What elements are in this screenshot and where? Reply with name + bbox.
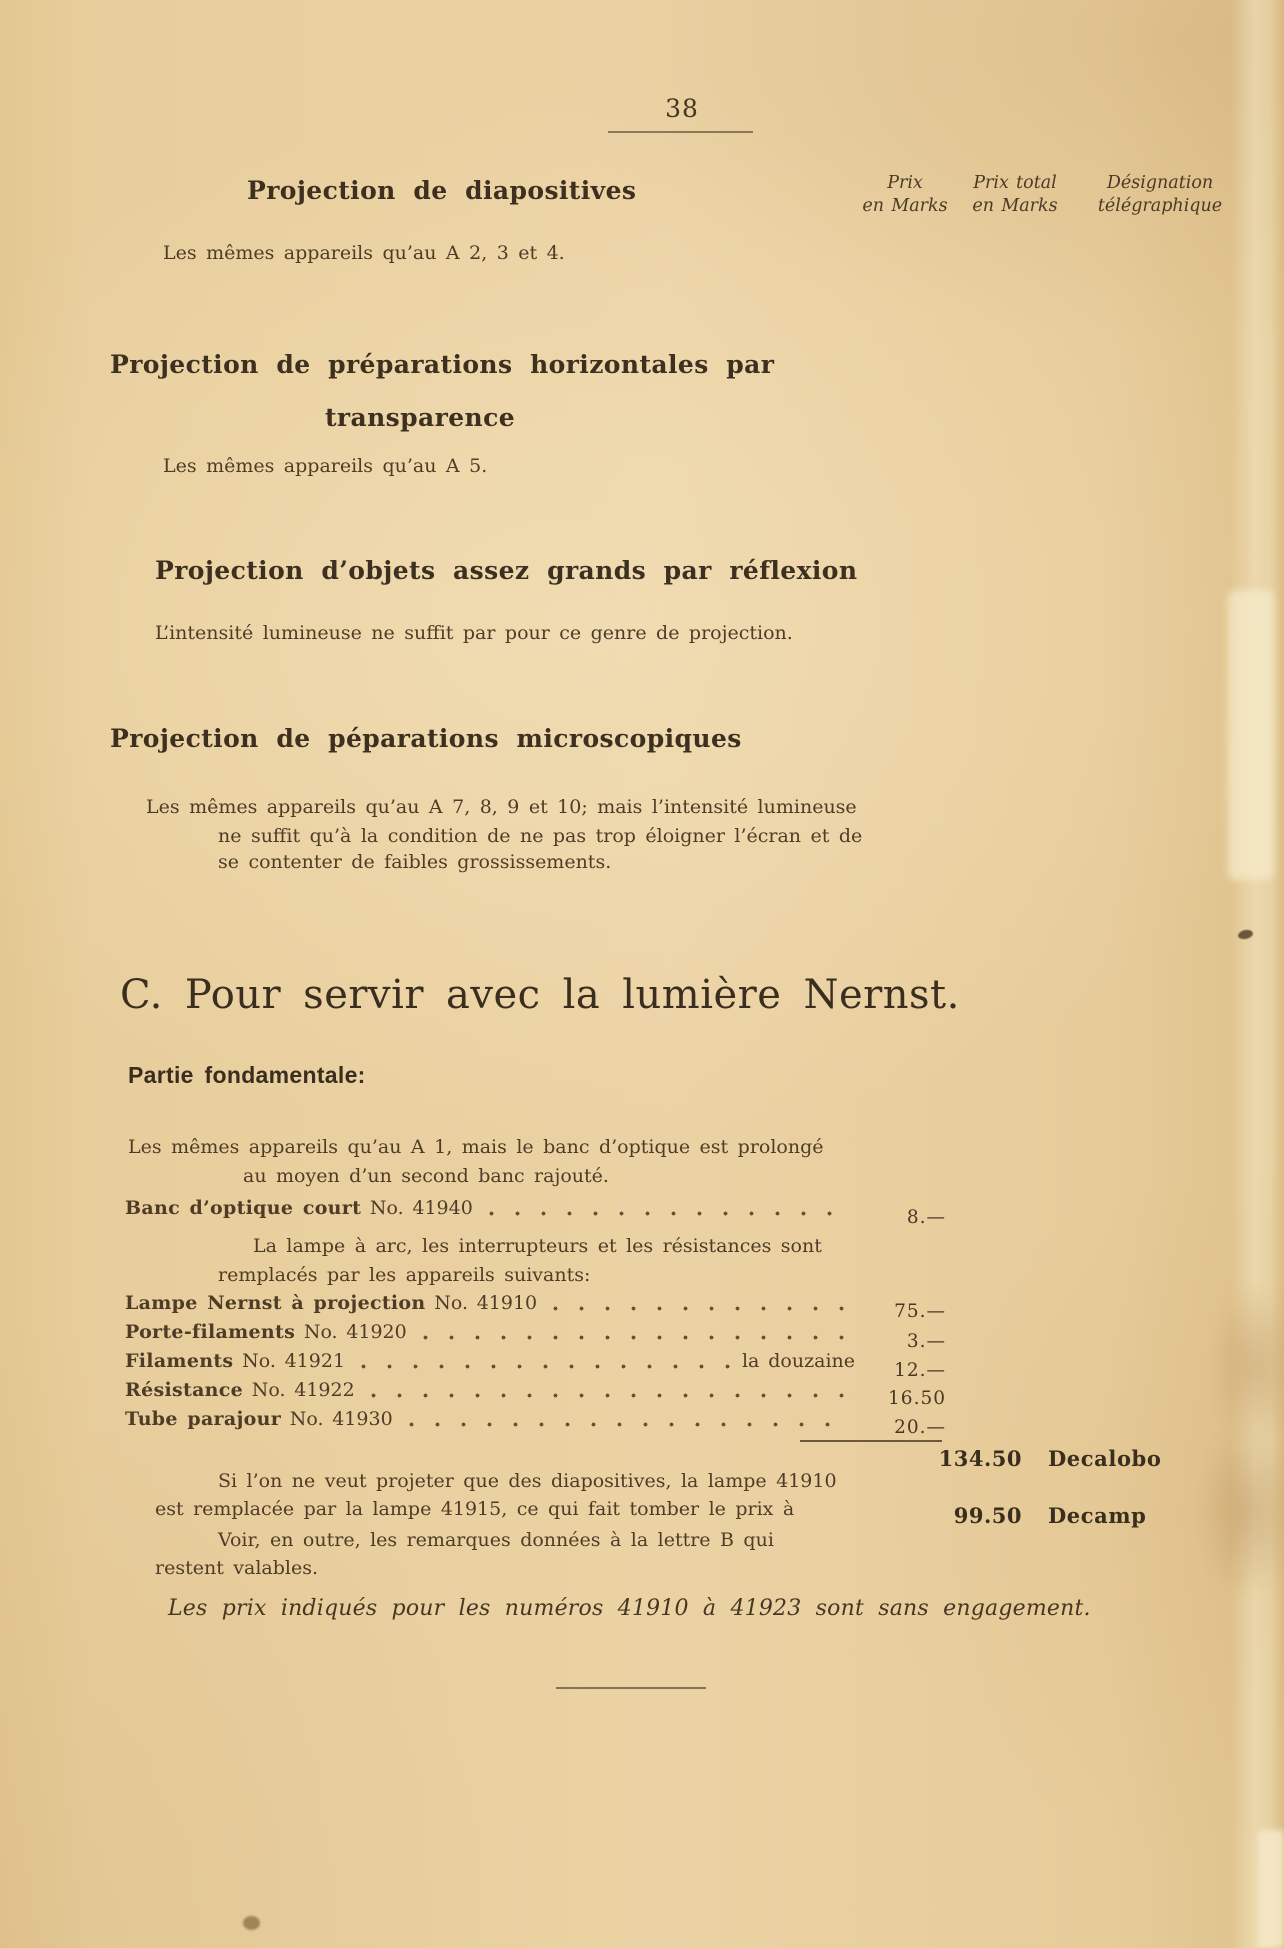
item-price: 16.50	[888, 1388, 946, 1409]
column-header-prix-line2: en Marks	[862, 196, 948, 216]
intro-line: au moyen d’un second banc rajouté.	[243, 1165, 609, 1187]
page-edge-highlight-bottom	[1258, 1830, 1284, 1948]
section-body: Les mêmes appareils qu’au A 5.	[163, 455, 488, 477]
telegraphic-code: Decalobo	[1048, 1446, 1162, 1471]
page-number: 38	[665, 94, 699, 123]
item-name: Lampe Nernst à projection	[125, 1292, 426, 1314]
item-number: No. 41940	[369, 1197, 473, 1219]
item-label	[125, 1197, 473, 1219]
dot-leader	[409, 1422, 849, 1427]
dot-leader	[553, 1306, 849, 1311]
section-title-diapositives: Projection de diapositives	[247, 176, 637, 205]
page-edge-strip	[1230, 0, 1284, 1948]
paper-stain	[1165, 1270, 1284, 1590]
telegraphic-code: Decamp	[1048, 1503, 1147, 1528]
alt-line: est remplacée par la lampe 41915, ce qui fait tomber le prix à	[155, 1498, 795, 1520]
item-number: No. 41921	[242, 1350, 346, 1372]
page-number-rule	[608, 131, 753, 133]
column-header-prix-total-line2: en Marks	[972, 196, 1058, 216]
section-title-reflexion: Projection d’objets assez grands par réflexion	[155, 556, 858, 585]
item-price: 3.—	[906, 1331, 946, 1352]
item-label	[125, 1408, 393, 1430]
section-body: Les mêmes appareils qu’au A 2, 3 et 4.	[163, 242, 565, 264]
section-title-horizontales-line1: Projection de préparations horizontales par	[110, 350, 775, 379]
price-list-item	[125, 1197, 855, 1219]
ink-dot	[243, 1916, 260, 1930]
column-header-prix-line1: Prix	[887, 173, 923, 193]
note-line: La lampe à arc, les interrupteurs et les résistances sont	[253, 1235, 822, 1257]
price-list-item	[125, 1350, 855, 1372]
item-name: Tube parajour	[125, 1408, 282, 1430]
column-header-prix-total-line1: Prix total	[973, 173, 1057, 193]
price-disclaimer: Les prix indiqués pour les numéros 41910 à 41923 sont sans engagement.	[168, 1596, 1091, 1621]
alt-total-price: 99.50	[953, 1503, 1022, 1528]
column-header-prix-total	[950, 172, 1080, 218]
section-title-microscopiques: Projection de péparations microscopiques	[110, 724, 742, 753]
price-list-item	[125, 1408, 855, 1430]
price-list-item	[125, 1321, 855, 1343]
total-price: 134.50	[938, 1446, 1022, 1471]
item-price: 12.—	[894, 1360, 946, 1381]
section-c-heading: C. Pour servir avec la lumière Nernst.	[120, 972, 960, 1018]
item-name: Filaments	[125, 1350, 234, 1372]
section-divider-rule	[556, 1687, 706, 1689]
item-label	[125, 1350, 345, 1372]
item-qualifier: la douzaine	[741, 1350, 855, 1372]
section-title-horizontales	[110, 338, 775, 444]
sum-rule	[800, 1440, 942, 1442]
remark-line: Voir, en outre, les remarques données à la lettre B qui	[218, 1529, 774, 1551]
item-price: 8.—	[906, 1207, 946, 1228]
alt-line: Si l’on ne veut projeter que des diapositives, la lampe 41910	[218, 1470, 837, 1492]
item-label	[125, 1321, 407, 1343]
dot-leader	[371, 1393, 849, 1398]
item-name: Porte-filaments	[125, 1321, 296, 1343]
intro-line: Les mêmes appareils qu’au A 1, mais le banc d’optique est prolongé	[128, 1136, 824, 1158]
item-number: No. 41930	[289, 1408, 393, 1430]
item-label	[125, 1292, 537, 1314]
item-number: No. 41910	[434, 1292, 538, 1314]
dot-leader	[361, 1364, 732, 1369]
dot-leader	[423, 1335, 849, 1340]
dot-leader	[489, 1211, 849, 1216]
section-title-horizontales-line2: transparence	[324, 403, 516, 432]
column-header-designation	[1078, 172, 1242, 218]
item-number: No. 41922	[251, 1379, 355, 1401]
column-header-designation-line1: Désignation	[1106, 173, 1214, 193]
item-label	[125, 1379, 355, 1401]
page-edge-highlight	[1228, 590, 1274, 880]
section-c-subheading: Partie fondamentale:	[128, 1062, 366, 1088]
section-body-line: ne suffit qu’à la condition de ne pas trop éloigner l’écran et de	[218, 825, 863, 847]
item-price: 20.—	[894, 1417, 946, 1438]
section-body: L’intensité lumineuse ne suffit par pour ce genre de projection.	[155, 622, 793, 644]
remark-line: restent valables.	[155, 1557, 319, 1579]
price-list-item	[125, 1292, 855, 1314]
column-header-designation-line2: télégraphique	[1097, 196, 1223, 216]
section-body-line: Les mêmes appareils qu’au A 7, 8, 9 et 10; mais l’intensité lumineuse	[146, 796, 857, 818]
item-price: 75.—	[894, 1301, 946, 1322]
section-body-line: se contenter de faibles grossissements.	[218, 851, 612, 873]
item-name: Résistance	[125, 1379, 244, 1401]
item-number: No. 41920	[303, 1321, 407, 1343]
item-name: Banc d’optique court	[125, 1197, 362, 1219]
note-line: remplacés par les appareils suivants:	[218, 1264, 591, 1286]
price-list-item	[125, 1379, 855, 1401]
